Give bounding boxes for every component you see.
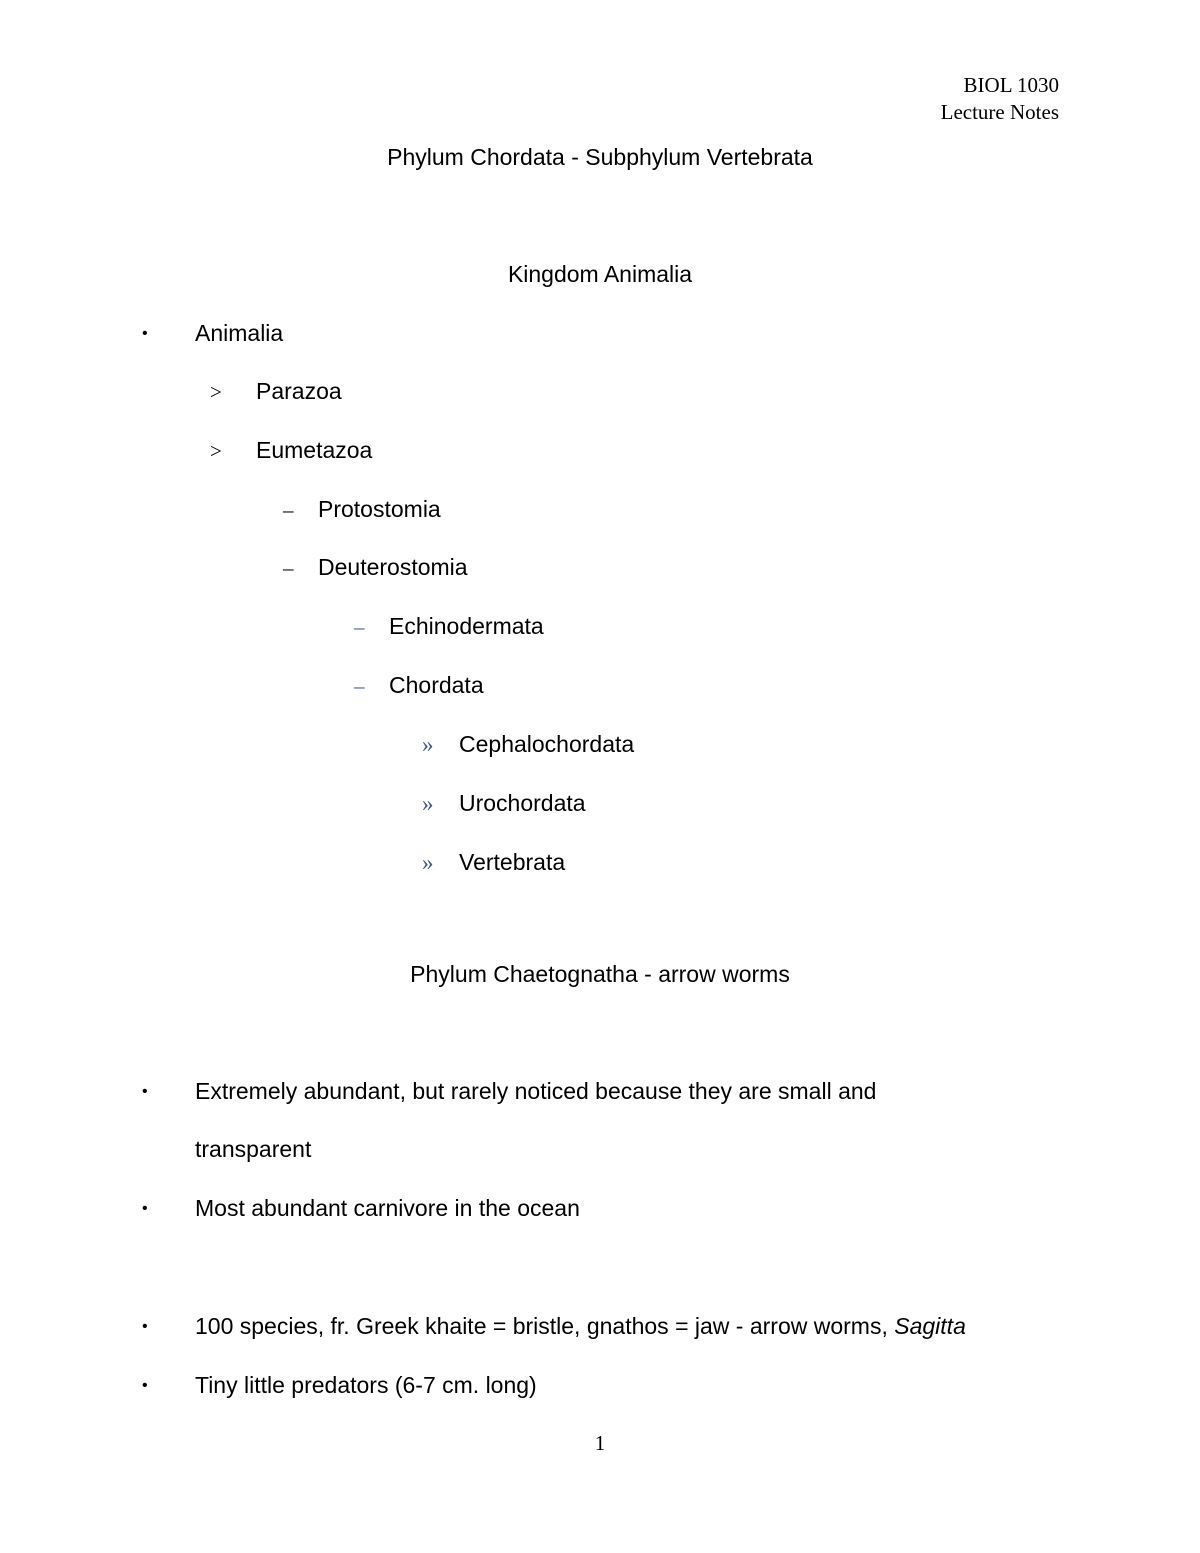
dash-marker: –: [354, 674, 365, 698]
page-header: [941, 72, 1059, 126]
tree-item-eumetazoa: Eumetazoa: [256, 437, 373, 463]
tree-item-urochordata: Urochordata: [459, 790, 586, 816]
gt-marker: >: [210, 380, 222, 404]
bullet-marker: •: [142, 1083, 148, 1100]
tree-item-cephalochordata: Cephalochordata: [459, 731, 635, 757]
tree-item-chordata: Chordata: [389, 672, 484, 698]
bullet-marker: •: [142, 1200, 148, 1217]
page-title: Phylum Chordata - Subphylum Vertebrata: [387, 144, 813, 170]
page-number: 1: [594, 1431, 606, 1455]
tree-item-parazoa: Parazoa: [256, 378, 342, 404]
course-code: BIOL 1030: [963, 73, 1059, 97]
bullet-text: Tiny little predators (6-7 cm. long): [195, 1372, 537, 1398]
raquo-marker: »: [422, 850, 434, 875]
bullet-marker: •: [142, 325, 148, 342]
bullet-text-continuation: transparent: [195, 1136, 312, 1162]
section-heading-chaetognatha: Phylum Chaetognatha - arrow worms: [410, 961, 790, 987]
bullet-marker: •: [142, 1318, 148, 1335]
bullet-text: Most abundant carnivore in the ocean: [195, 1195, 580, 1221]
dash-marker: –: [283, 498, 294, 522]
tree-item-vertebrata: Vertebrata: [459, 849, 566, 875]
header-subtitle: Lecture Notes: [940, 100, 1059, 124]
section-heading-kingdom: Kingdom Animalia: [507, 261, 693, 287]
bullet-text: Extremely abundant, but rarely noticed because they are small and: [195, 1078, 877, 1104]
bullet-text: [195, 1312, 966, 1340]
dash-marker: –: [354, 615, 365, 639]
bullet-marker: •: [142, 1377, 148, 1394]
dash-marker: –: [283, 556, 294, 580]
tree-item-animalia: Animalia: [195, 320, 284, 346]
genus-name: Sagitta: [894, 1313, 966, 1339]
bullet-text-main: 100 species, fr. Greek khaite = bristle, gnathos = jaw - arrow worms,: [195, 1313, 895, 1339]
raquo-marker: »: [422, 732, 434, 757]
tree-item-echinodermata: Echinodermata: [389, 613, 544, 639]
tree-item-deuterostomia: Deuterostomia: [318, 554, 468, 580]
raquo-marker: »: [422, 791, 434, 816]
tree-item-protostomia: Protostomia: [318, 496, 441, 522]
gt-marker: >: [210, 439, 222, 463]
